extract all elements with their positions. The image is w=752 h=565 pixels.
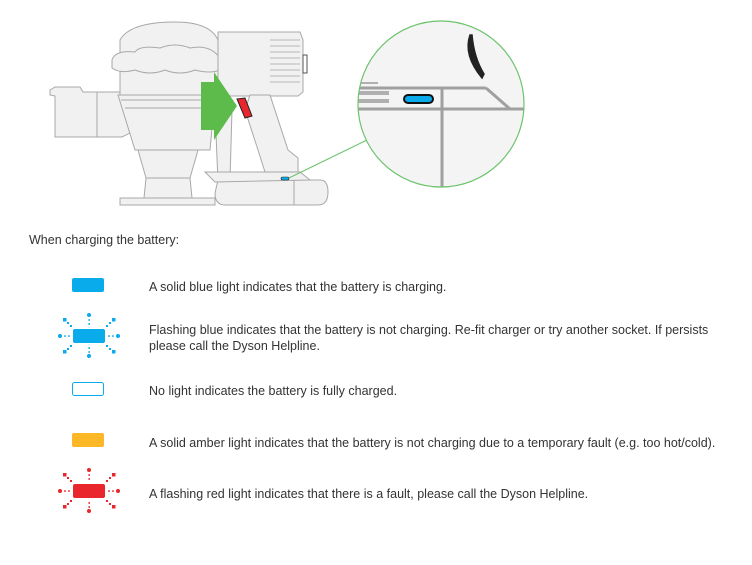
- handle: [245, 95, 298, 172]
- status-description: A solid blue light indicates that the battery is charging.: [149, 280, 447, 294]
- no-light-icon: [52, 366, 124, 414]
- flashing-blue-light-icon: [52, 312, 124, 360]
- status-description: A solid amber light indicates that the battery is not charging due to a temporary fault (e.g. too hot/cold).: [149, 436, 716, 450]
- status-description: No light indicates the battery is fully charged.: [149, 384, 398, 398]
- flashing-red-light-icon: [52, 467, 124, 515]
- battery-indicator: [281, 177, 289, 180]
- status-description: A flashing red light indicates that there is a fault, please call the Dyson Helpline.: [149, 487, 589, 501]
- zoom-indicator-light: [404, 95, 433, 103]
- solid-blue-light-icon: [52, 262, 124, 310]
- status-description: Flashing blue indicates that the battery is not charging. Re-fit charger or try another socket. If persists please call the Dyson Helpline.: [149, 323, 709, 353]
- zoom-leader-line: [289, 140, 367, 178]
- intro-text: When charging the battery:: [29, 233, 180, 247]
- battery-pack: [215, 180, 328, 205]
- vacuum-illustration: [0, 0, 752, 225]
- solid-amber-light-icon: [52, 417, 124, 465]
